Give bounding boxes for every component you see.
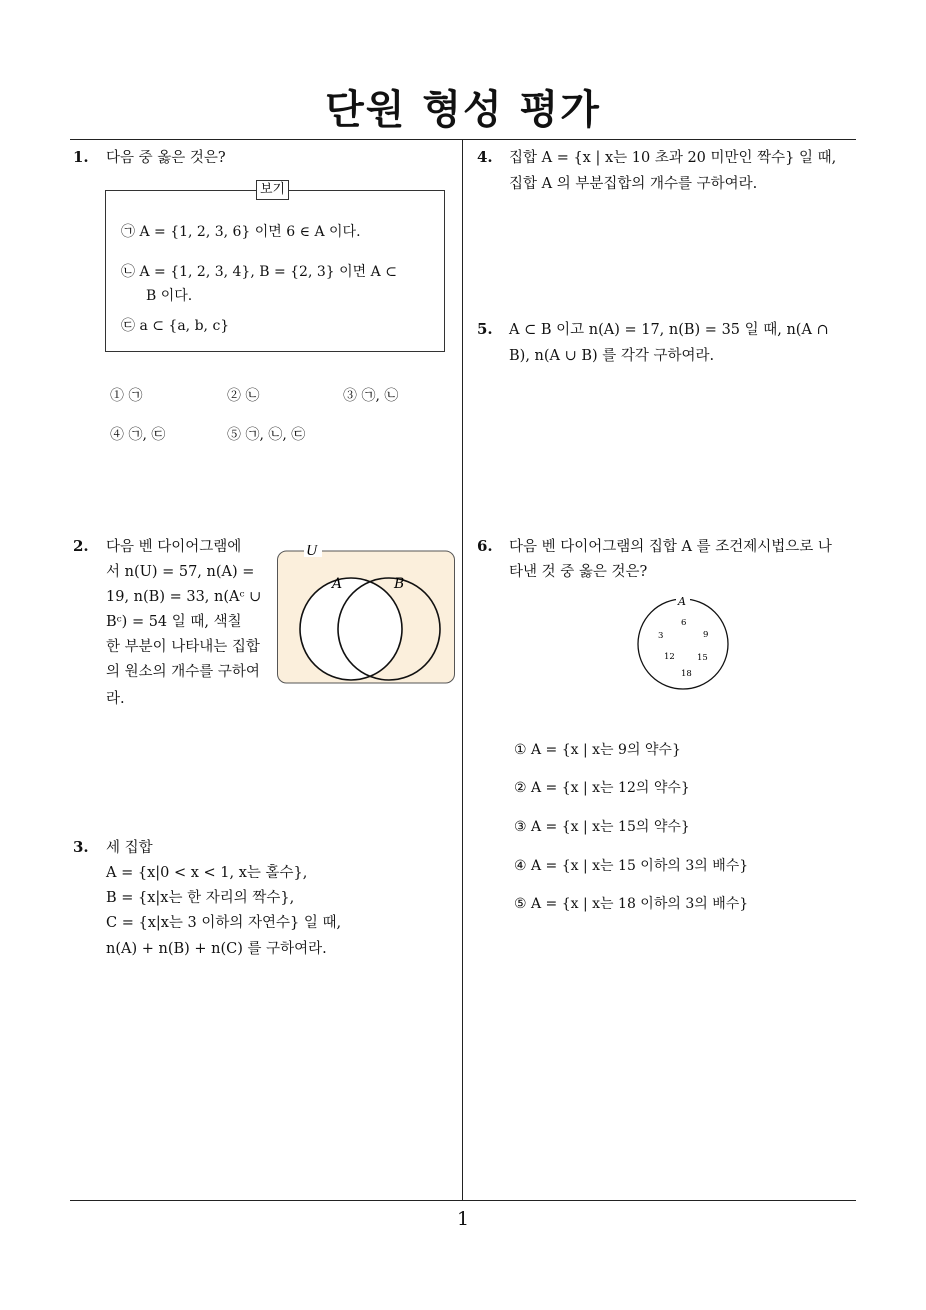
answer-option-4[interactable]: ④ A = {x | x는 15 이하의 3의 배수} — [514, 858, 749, 874]
question-line: A ⊂ B 이고 n(A) = 17, n(B) = 35 일 때, n(A ∩ — [509, 322, 829, 338]
answer-option-3[interactable]: ③ ㉠, ㉡ — [343, 388, 399, 404]
question-number: 1. — [73, 148, 89, 166]
question-line: 타낸 것 중 옳은 것은? — [509, 564, 648, 580]
example-item: ㉢ a ⊂ {a, b, c} — [121, 318, 230, 334]
question-line: 서 n(U) = 57, n(A) = — [106, 564, 255, 580]
question-number: 2. — [73, 537, 89, 555]
set-element: 3 — [658, 631, 664, 641]
set-element: 9 — [703, 630, 709, 640]
answer-option-2[interactable]: ② A = {x | x는 12의 약수} — [514, 780, 690, 796]
answer-option-5[interactable]: ⑤ ㉠, ㉡, ㉢ — [227, 427, 306, 443]
set-a-circle — [300, 576, 405, 680]
question-line: 의 원소의 개수를 구하여 — [106, 664, 260, 680]
footer-rule — [70, 1200, 856, 1201]
answer-option-4[interactable]: ④ ㉠, ㉢ — [110, 427, 166, 443]
set-element: 6 — [681, 618, 687, 628]
page-title: 단원 형성 평가 — [325, 87, 601, 133]
question-line: C = {x|x는 3 이하의 자연수} 일 때, — [106, 915, 342, 931]
question-line: A = {x|0 < x < 1, x는 홀수}, — [106, 865, 308, 881]
set-a-label: A — [678, 595, 686, 608]
header-rule — [70, 139, 856, 140]
set-b-label: B — [394, 576, 405, 592]
question-line: 한 부분이 나타내는 집합 — [106, 639, 260, 655]
page-number: 1 — [456, 1208, 470, 1230]
example-item: B 이다. — [146, 288, 193, 304]
question-line: 집합 A 의 부분집합의 개수를 구하여라. — [509, 176, 758, 192]
question-number: 4. — [477, 148, 493, 166]
answer-option-1[interactable]: ① A = {x | x는 9의 약수} — [514, 742, 681, 758]
question-number: 6. — [477, 537, 493, 555]
column-divider — [462, 139, 463, 1201]
question-line: B = {x|x는 한 자리의 짝수}, — [106, 890, 295, 906]
set-element: 18 — [681, 669, 692, 679]
question-line: 라. — [106, 691, 125, 707]
question-line: B), n(A ∪ B) 를 각각 구하여라. — [509, 348, 715, 364]
question-line: 세 집합 — [106, 840, 153, 856]
example-item: ㉠ A = {1, 2, 3, 6} 이면 6 ∈ A 이다. — [121, 224, 361, 240]
set-a-diagram — [636, 594, 732, 692]
answer-option-1[interactable]: ① ㉠ — [110, 388, 143, 404]
answer-option-5[interactable]: ⑤ A = {x | x는 18 이하의 3의 배수} — [514, 896, 749, 912]
answer-option-2[interactable]: ② ㉡ — [227, 388, 260, 404]
question-line: 19, n(B) = 33, n(Aᶜ ∪ — [106, 589, 262, 605]
question-line: 다음 벤 다이어그램의 집합 A 를 조건제시법으로 나 — [509, 539, 832, 555]
question-line: 집합 A = {x | x는 10 초과 20 미만인 짝수} 일 때, — [509, 150, 837, 166]
set-u-label: U — [306, 545, 318, 559]
question-text: 다음 중 옳은 것은? — [106, 150, 226, 166]
question-line: Bᶜ) = 54 일 때, 색칠 — [106, 614, 242, 630]
venn-diagram — [276, 545, 456, 687]
example-box-label: 보기 — [256, 180, 289, 200]
example-item: ㉡ A = {1, 2, 3, 4}, B = {2, 3} 이면 A ⊂ — [121, 264, 397, 280]
set-a-label: A — [332, 576, 343, 592]
answer-option-3[interactable]: ③ A = {x | x는 15의 약수} — [514, 819, 690, 835]
question-line: n(A) + n(B) + n(C) 를 구하여라. — [106, 941, 327, 957]
question-number: 5. — [477, 320, 493, 338]
question-line: 다음 벤 다이어그램에 — [106, 539, 242, 555]
question-number: 3. — [73, 838, 89, 856]
set-element: 12 — [664, 652, 675, 662]
set-element: 15 — [697, 653, 708, 663]
